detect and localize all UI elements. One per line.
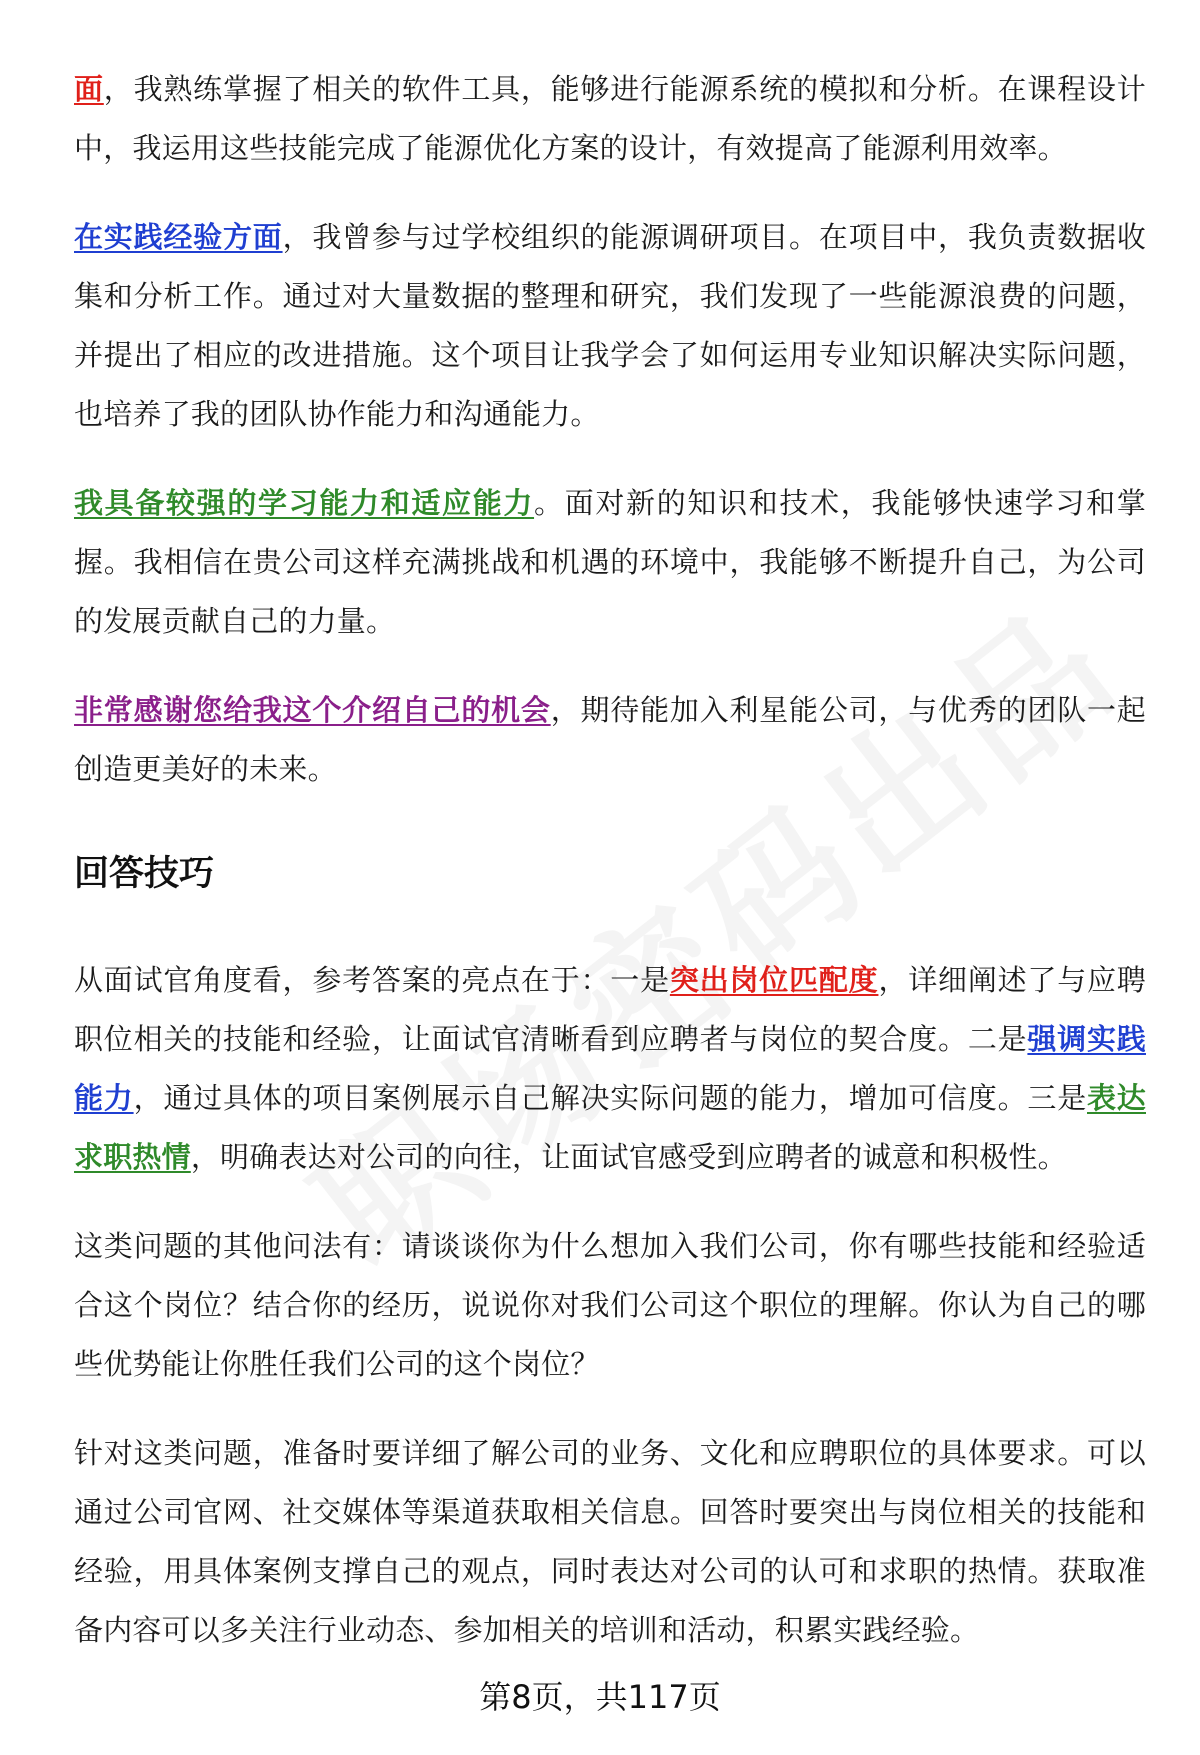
highlight-job-match: 突出岗位匹配度 xyxy=(669,963,879,997)
tips-text-2: ，详细阐述了与应聘职位相关的技能和经验，让面试官清晰看到应聘者与岗位的契合度。二是 xyxy=(74,963,1146,1056)
paragraph-skills xyxy=(74,60,1146,178)
paragraph-practice-text: ，我曾参与过学校组织的能源调研项目。在项目中，我负责数据收集和分析工作。通过对大量数据的整理和研究，我们发现了一些能源浪费的问题，并提出了相应的改进措施。这个项目让我学会了如何运用专业知识解决实际问题，也培养了我的团队协作能力和沟通能力。 xyxy=(74,220,1146,431)
tips-text-4: ，明确表达对公司的向往，让面试官感受到应聘者的诚意和积极性。 xyxy=(190,1140,1067,1174)
highlight-learning: 我具备较强的学习能力和适应能力 xyxy=(74,486,535,520)
paragraph-thanks-text: ，期待能加入利星能公司，与优秀的团队一起创造更美好的未来。 xyxy=(74,693,1146,786)
paragraph-learning xyxy=(74,474,1146,651)
paragraph-other-questions: 这类问题的其他问法有：请谈谈你为什么想加入我们公司，你有哪些技能和经验适合这个岗位？结合你的经历，说说你对我们公司这个职位的理解。你认为自己的哪些优势能让你胜任我们公司的这个岗位？ xyxy=(74,1229,1146,1381)
highlight-thanks: 非常感谢您给我这个介绍自己的机会 xyxy=(74,693,551,727)
page-number: 第8页，共117页 xyxy=(479,1678,721,1716)
tips-text-1: 从面试官角度看，参考答案的亮点在于：一是 xyxy=(74,963,670,997)
document-page xyxy=(74,60,1146,1690)
section-heading: 回答技巧 xyxy=(74,854,215,894)
paragraph-skills-text: ，我熟练掌握了相关的软件工具，能够进行能源系统的模拟和分析。在课程设计中，我运用这些技能完成了能源优化方案的设计，有效提高了能源利用效率。 xyxy=(74,72,1146,165)
paragraph-tips xyxy=(74,951,1146,1187)
highlight-practice: 在实践经验方面 xyxy=(74,220,283,254)
paragraph-learning-text: 。面对新的知识和技术，我能够快速学习和掌握。我相信在贵公司这样充满挑战和机遇的环境中，我能够不断提升自己，为公司的发展贡献自己的力量。 xyxy=(74,486,1146,638)
highlight-practical: 强调实践能力 xyxy=(74,1022,1146,1115)
paragraph-thanks xyxy=(74,681,1146,799)
highlight-skills: 面 xyxy=(74,72,104,106)
tips-text-3: ，通过具体的项目案例展示自己解决实际问题的能力，增加可信度。三是 xyxy=(133,1081,1087,1115)
paragraph-practice xyxy=(74,208,1146,444)
highlight-enthusiasm: 表达求职热情 xyxy=(74,1081,1146,1174)
paragraph-preparation: 针对这类问题，准备时要详细了解公司的业务、文化和应聘职位的具体要求。可以通过公司官网、社交媒体等渠道获取相关信息。回答时要突出与岗位相关的技能和经验，用具体案例支撑自己的观点，同时表达对公司的认可和求职的热情。获取准备内容可以多关注行业动态、参加相关的培训和活动，积累实践经验。 xyxy=(74,1436,1146,1647)
